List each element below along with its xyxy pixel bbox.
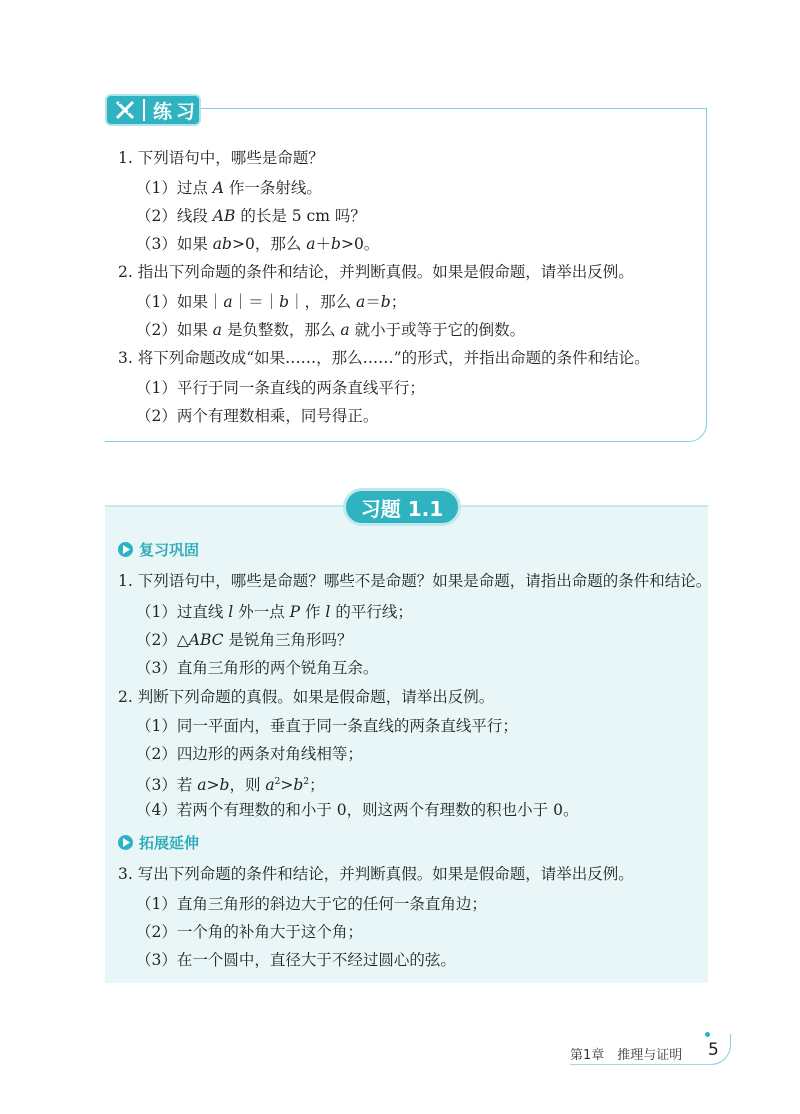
exercise-q3-1: （1）直角三角形的斜边大于它的任何一条直角边；: [136, 895, 487, 913]
practice-header: [105, 94, 201, 126]
tab-separator: [143, 99, 145, 121]
page-number: 5: [708, 1040, 719, 1060]
practice-q3-2: （2）两个有理数相乘，同号得正。: [136, 407, 379, 425]
practice-q3: 3. 将下列命题改成“如果……，那么……”的形式，并指出命题的条件和结论。: [118, 349, 650, 367]
practice-q1-1: （1）过点 A 作一条射线。: [136, 179, 322, 197]
practice-q2-1: （1）如果｜a｜＝｜b｜，那么 a＝b；: [136, 293, 407, 311]
chapter-label: 第1章 推理与证明: [570, 1048, 683, 1063]
exercise-q2-3: （3）若 a>b，则 $a^2>b^2$；: [136, 776, 325, 795]
footer-rule: [570, 1064, 715, 1065]
practice-q1-3: （3）如果 ab>0，那么 a＋b>0。: [136, 235, 380, 253]
practice-q2: 2. 指出下列命题的条件和结论，并判断真假。如果是假命题，请举出反例。: [118, 263, 634, 281]
exercise-q2-1: （1）同一平面内，垂直于同一条直线的两条直线平行；: [136, 717, 518, 735]
practice-title: 练习: [153, 100, 200, 123]
practice-q1-2: （2）线段 AB 的长是 5 cm 吗？: [136, 207, 366, 225]
exercise-q1-2: （2）△ABC 是锐角三角形吗？: [136, 631, 353, 649]
page-dot: [705, 1032, 710, 1037]
section-extension-label: 拓展延伸: [139, 833, 200, 852]
exercise-q3-3: （3）在一个圆中，直径大于不经过圆心的弦。: [136, 951, 456, 969]
section-extension: [118, 832, 199, 852]
play-icon: [118, 542, 133, 557]
section-review: [118, 539, 199, 559]
exercise-q3-2: （2）一个角的补角大于这个角；: [136, 923, 363, 941]
exercise-q1-3: （3）直角三角形的两个锐角互余。: [136, 659, 379, 677]
practice-q2-2: （2）如果 a 是负整数，那么 a 就小于或等于它的倒数。: [136, 321, 526, 339]
exercise-q2-4: （4）若两个有理数的和小于 0，则这两个有理数的积也小于 0。: [136, 801, 579, 819]
practice-q3-1: （1）平行于同一条直线的两条直线平行；: [136, 379, 425, 397]
practice-q1: 1. 下列语句中，哪些是命题？: [118, 149, 324, 167]
exercise-title: 习题 1.1: [343, 488, 461, 526]
exercise-q1: 1. 下列语句中，哪些是命题？哪些不是命题？如果是命题，请指出命题的条件和结论。: [118, 572, 712, 590]
exercise-q2: 2. 判断下列命题的真假。如果是假命题，请举出反例。: [118, 688, 495, 706]
exercise-q3: 3. 写出下列命题的条件和结论，并判断真假。如果是假命题，请举出反例。: [118, 865, 634, 883]
ruler-pencil-icon: [113, 98, 137, 122]
play-icon: [118, 835, 133, 850]
exercise-q2-2: （2）四边形的两条对角线相等；: [136, 745, 363, 763]
section-review-label: 复习巩固: [139, 540, 200, 559]
exercise-q1-1: （1）过直线 l 外一点 P 作 l 的平行线；: [136, 603, 413, 621]
